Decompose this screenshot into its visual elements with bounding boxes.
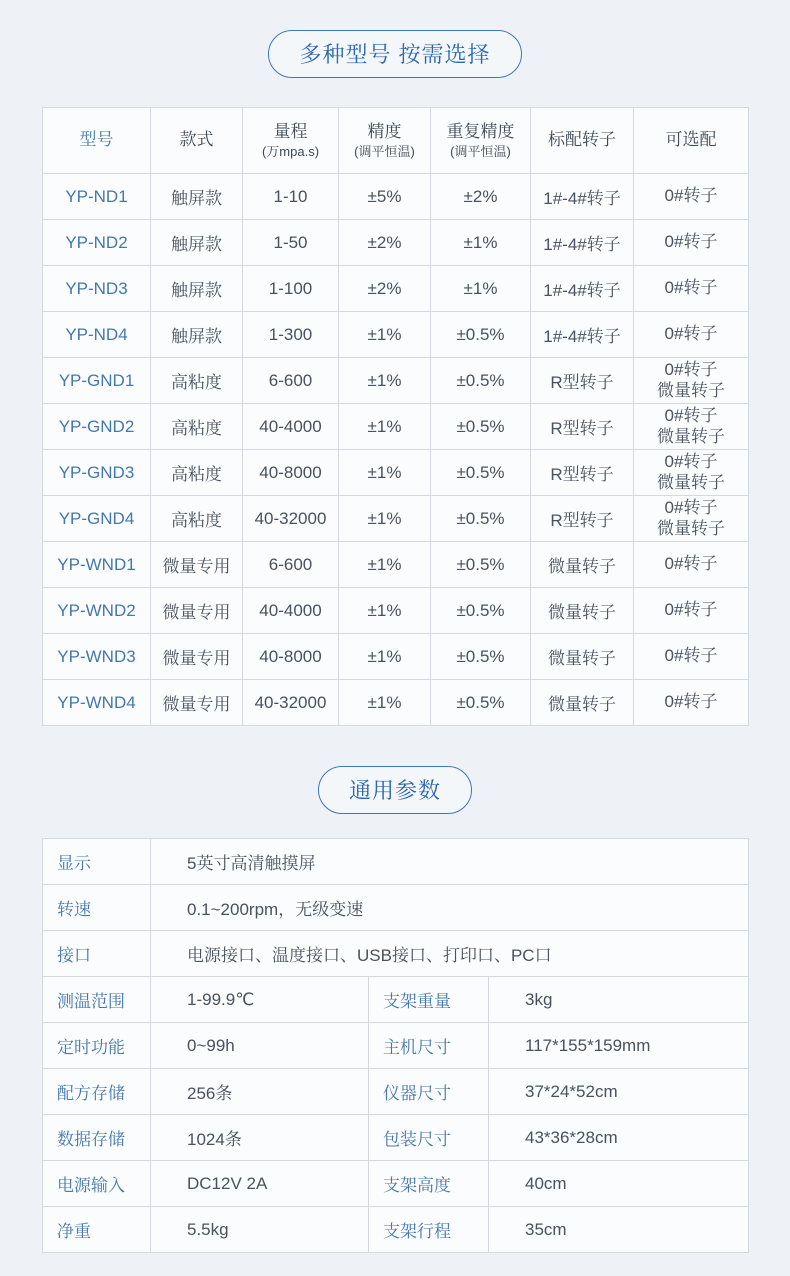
optional-cell (634, 634, 749, 680)
model-cell: YP-ND2 (43, 220, 151, 266)
optional-line1: 0#转子 (664, 646, 718, 666)
param-label: 定时功能 (43, 1023, 151, 1069)
optional-cell (634, 358, 749, 404)
param-value: 0.1~200rpm，无级变速 (151, 885, 749, 931)
param-row (43, 885, 749, 931)
param-label: 测温范围 (43, 977, 151, 1023)
table-row (43, 266, 749, 312)
style-cell: 高粘度 (151, 450, 243, 496)
param-value: 43*36*28cm (489, 1115, 749, 1161)
rotor-cell: 1#-4#转子 (531, 266, 634, 312)
param-value: 1024条 (151, 1115, 369, 1161)
optional-line1: 0#转子 (664, 497, 718, 517)
range-cell: 40-4000 (243, 588, 339, 634)
col-header-style (151, 108, 243, 174)
style-cell: 触屏款 (151, 312, 243, 358)
repeatability-cell: ±0.5% (431, 542, 531, 588)
rotor-cell: 1#-4#转子 (531, 312, 634, 358)
rotor-cell: 1#-4#转子 (531, 174, 634, 220)
param-value: 35cm (489, 1207, 749, 1253)
col-header-model (43, 108, 151, 174)
param-label: 主机尺寸 (369, 1023, 489, 1069)
optional-line1: 0#转子 (664, 324, 718, 344)
col-header-repeatability (431, 108, 531, 174)
range-cell: 6-600 (243, 358, 339, 404)
range-cell: 6-600 (243, 542, 339, 588)
optional-line2: 微量转子 (657, 426, 725, 446)
col-header-label: 型号 (79, 130, 114, 150)
optional-cell (634, 450, 749, 496)
accuracy-cell: ±5% (339, 174, 431, 220)
optional-cell (634, 312, 749, 358)
optional-line1: 0#转子 (664, 232, 718, 252)
model-cell: YP-ND4 (43, 312, 151, 358)
style-cell: 微量专用 (151, 542, 243, 588)
table-row (43, 680, 749, 726)
range-cell: 1-100 (243, 266, 339, 312)
models-table (42, 107, 749, 726)
model-cell: YP-GND1 (43, 358, 151, 404)
style-cell: 触屏款 (151, 220, 243, 266)
model-cell: YP-WND2 (43, 588, 151, 634)
repeatability-cell: ±0.5% (431, 404, 531, 450)
optional-line1: 0#转子 (664, 278, 718, 298)
repeatability-cell: ±0.5% (431, 450, 531, 496)
model-cell: YP-GND4 (43, 496, 151, 542)
param-value: DC12V 2A (151, 1161, 369, 1207)
table-row (43, 542, 749, 588)
param-value: 5.5kg (151, 1207, 369, 1253)
param-label: 包装尺寸 (369, 1115, 489, 1161)
col-header-label: 精度 (367, 121, 402, 141)
col-header-label: 量程 (273, 121, 308, 141)
range-cell: 40-4000 (243, 404, 339, 450)
optional-cell (634, 404, 749, 450)
rotor-cell: 1#-4#转子 (531, 220, 634, 266)
col-header-sublabel: (调平恒温) (450, 143, 511, 159)
table-row (43, 588, 749, 634)
range-cell: 40-32000 (243, 496, 339, 542)
range-cell: 40-32000 (243, 680, 339, 726)
range-cell: 1-50 (243, 220, 339, 266)
table-row (43, 634, 749, 680)
param-label: 支架行程 (369, 1207, 489, 1253)
optional-cell (634, 542, 749, 588)
param-row (43, 931, 749, 977)
repeatability-cell: ±0.5% (431, 588, 531, 634)
rotor-cell: R型转子 (531, 496, 634, 542)
repeatability-cell: ±0.5% (431, 634, 531, 680)
repeatability-cell: ±0.5% (431, 358, 531, 404)
optional-line2: 微量转子 (657, 380, 725, 400)
col-header-sublabel: (万mpa.s) (261, 143, 320, 159)
models-table-header (43, 108, 749, 174)
param-value: 256条 (151, 1069, 369, 1115)
model-cell: YP-GND3 (43, 450, 151, 496)
models-section-header (0, 0, 790, 78)
optional-cell (634, 266, 749, 312)
optional-line1: 0#转子 (664, 554, 718, 574)
accuracy-cell: ±1% (339, 312, 431, 358)
param-row (43, 1069, 749, 1115)
param-row (43, 1207, 749, 1253)
style-cell: 微量专用 (151, 588, 243, 634)
param-value: 40cm (489, 1161, 749, 1207)
style-cell: 高粘度 (151, 358, 243, 404)
models-badge: 多种型号 按需选择 (268, 30, 521, 78)
param-value: 5英寸高清触摸屏 (151, 839, 749, 885)
model-cell: YP-WND4 (43, 680, 151, 726)
param-value: 3kg (489, 977, 749, 1023)
header-row (43, 108, 749, 174)
param-label: 净重 (43, 1207, 151, 1253)
style-cell: 微量专用 (151, 634, 243, 680)
optional-line1: 0#转子 (664, 359, 718, 379)
param-row (43, 1161, 749, 1207)
general-params-table (42, 838, 749, 1253)
range-cell: 40-8000 (243, 450, 339, 496)
style-cell: 微量专用 (151, 680, 243, 726)
table-row (43, 496, 749, 542)
accuracy-cell: ±1% (339, 634, 431, 680)
rotor-cell: 微量转子 (531, 542, 634, 588)
style-cell: 高粘度 (151, 496, 243, 542)
param-value: 电源接口、温度接口、USB接口、打印口、PC口 (151, 931, 749, 977)
accuracy-cell: ±2% (339, 266, 431, 312)
col-header-optional (634, 108, 749, 174)
param-row (43, 977, 749, 1023)
param-label: 支架高度 (369, 1161, 489, 1207)
col-header-accuracy (339, 108, 431, 174)
col-header-range (243, 108, 339, 174)
style-cell: 触屏款 (151, 266, 243, 312)
range-cell: 1-300 (243, 312, 339, 358)
general-section-header (0, 726, 790, 814)
optional-cell (634, 496, 749, 542)
optional-cell (634, 588, 749, 634)
rotor-cell: 微量转子 (531, 634, 634, 680)
general-params-body (43, 839, 749, 1253)
optional-cell (634, 174, 749, 220)
optional-line1: 0#转子 (664, 405, 718, 425)
model-cell: YP-ND1 (43, 174, 151, 220)
col-header-label: 可选配 (665, 130, 717, 150)
table-row (43, 404, 749, 450)
col-header-label: 款式 (179, 130, 214, 150)
param-label: 接口 (43, 931, 151, 977)
general-params-badge: 通用参数 (318, 766, 472, 814)
table-row (43, 358, 749, 404)
style-cell: 触屏款 (151, 174, 243, 220)
rotor-cell: R型转子 (531, 404, 634, 450)
rotor-cell: R型转子 (531, 450, 634, 496)
optional-line2: 微量转子 (657, 518, 725, 538)
param-label: 仪器尺寸 (369, 1069, 489, 1115)
table-row (43, 450, 749, 496)
param-value: 117*155*159mm (489, 1023, 749, 1069)
param-value: 0~99h (151, 1023, 369, 1069)
accuracy-cell: ±1% (339, 404, 431, 450)
repeatability-cell: ±1% (431, 266, 531, 312)
param-label: 转速 (43, 885, 151, 931)
table-row (43, 174, 749, 220)
optional-line1: 0#转子 (664, 451, 718, 471)
model-cell: YP-WND3 (43, 634, 151, 680)
style-cell: 高粘度 (151, 404, 243, 450)
col-header-sublabel: (调平恒温) (354, 143, 415, 159)
param-value: 37*24*52cm (489, 1069, 749, 1115)
accuracy-cell: ±1% (339, 680, 431, 726)
optional-line1: 0#转子 (664, 600, 718, 620)
param-row (43, 839, 749, 885)
col-header-label: 重复精度 (446, 121, 515, 141)
range-cell: 40-8000 (243, 634, 339, 680)
repeatability-cell: ±0.5% (431, 680, 531, 726)
param-label: 配方存储 (43, 1069, 151, 1115)
repeatability-cell: ±0.5% (431, 312, 531, 358)
repeatability-cell: ±2% (431, 174, 531, 220)
optional-line1: 0#转子 (664, 186, 718, 206)
col-header-rotor (531, 108, 634, 174)
param-label: 支架重量 (369, 977, 489, 1023)
range-cell: 1-10 (243, 174, 339, 220)
optional-cell (634, 680, 749, 726)
param-row (43, 1023, 749, 1069)
param-label: 显示 (43, 839, 151, 885)
repeatability-cell: ±1% (431, 220, 531, 266)
table-row (43, 220, 749, 266)
model-cell: YP-ND3 (43, 266, 151, 312)
accuracy-cell: ±1% (339, 542, 431, 588)
accuracy-cell: ±1% (339, 450, 431, 496)
rotor-cell: R型转子 (531, 358, 634, 404)
models-table-body (43, 174, 749, 726)
accuracy-cell: ±2% (339, 220, 431, 266)
accuracy-cell: ±1% (339, 358, 431, 404)
optional-line2: 微量转子 (657, 472, 725, 492)
repeatability-cell: ±0.5% (431, 496, 531, 542)
optional-cell (634, 220, 749, 266)
accuracy-cell: ±1% (339, 588, 431, 634)
model-cell: YP-GND2 (43, 404, 151, 450)
rotor-cell: 微量转子 (531, 680, 634, 726)
col-header-label: 标配转子 (548, 130, 616, 150)
optional-line1: 0#转子 (664, 692, 718, 712)
accuracy-cell: ±1% (339, 496, 431, 542)
param-label: 电源输入 (43, 1161, 151, 1207)
table-row (43, 312, 749, 358)
param-row (43, 1115, 749, 1161)
param-label: 数据存储 (43, 1115, 151, 1161)
param-value: 1-99.9℃ (151, 977, 369, 1023)
rotor-cell: 微量转子 (531, 588, 634, 634)
model-cell: YP-WND1 (43, 542, 151, 588)
